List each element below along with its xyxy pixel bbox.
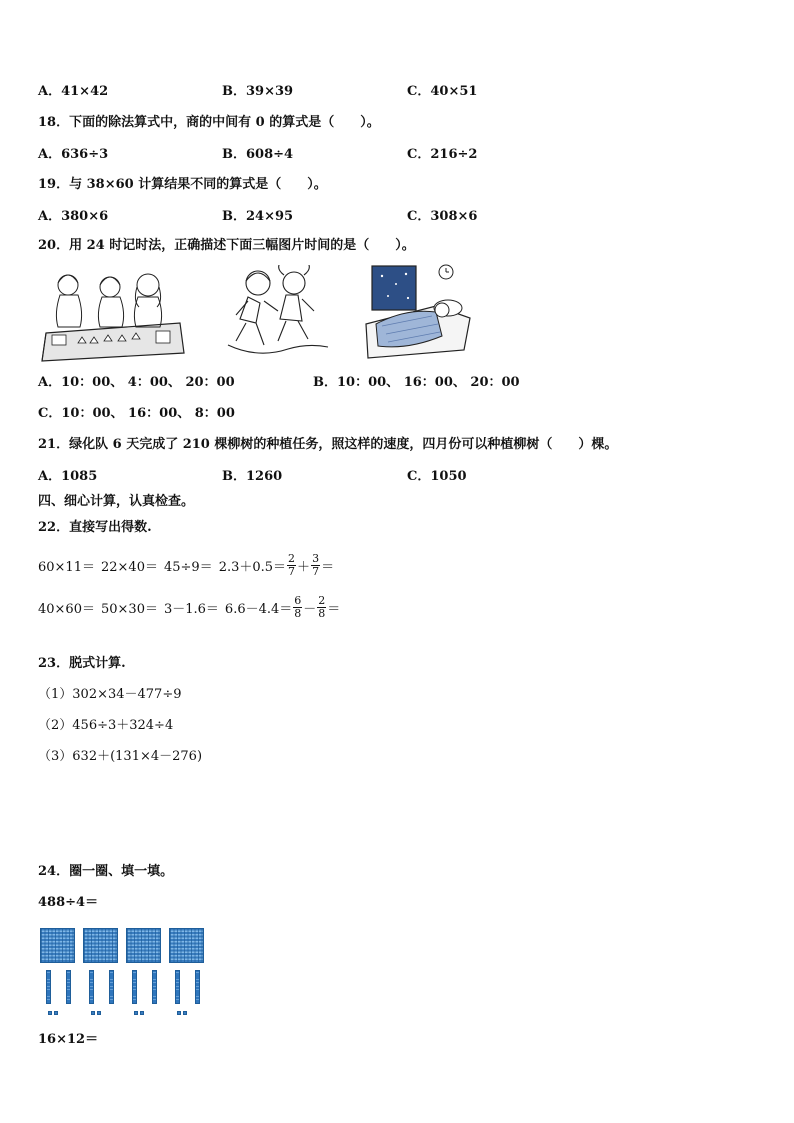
q18-option-a: A．636÷3 xyxy=(38,147,109,162)
fraction: $\frac{2}{8}$ xyxy=(318,593,326,620)
base-ten-blocks xyxy=(40,928,210,1020)
running-picture xyxy=(218,265,336,363)
crafts-picture xyxy=(38,265,188,363)
operator: ＋ xyxy=(297,559,311,575)
equals: ＝ xyxy=(321,559,335,575)
unit-cube xyxy=(97,1011,101,1015)
q20-option-b: B．10：00、 16：00、 20：00 xyxy=(313,375,520,390)
unit-cube xyxy=(54,1011,58,1015)
hundred-block xyxy=(83,928,118,963)
fraction: $\frac{3}{7}$ xyxy=(312,551,320,578)
q19-option-a: A．380×6 xyxy=(38,209,109,224)
q22-expr: 40×60＝ xyxy=(38,601,95,617)
q22-row-1 xyxy=(38,549,334,581)
unit-cube xyxy=(134,1011,138,1015)
ten-rod xyxy=(46,970,51,1004)
ten-rod xyxy=(175,970,180,1004)
q19-option-c: C．308×6 xyxy=(407,209,478,224)
q22-expr: 50×30＝ xyxy=(100,601,158,617)
q20-option-a: A．10：00、 4：00、 20：00 xyxy=(38,375,235,390)
q17-option-c: C．40×51 xyxy=(407,84,478,99)
q22-row-2 xyxy=(38,591,340,623)
unit-cube xyxy=(91,1011,95,1015)
q22-expr: 2.3＋0.5＝ xyxy=(218,559,287,575)
q23-item-3: （3）632＋(131×4－276) xyxy=(38,749,203,764)
q17-option-b: B．39×39 xyxy=(222,84,294,99)
unit-cube xyxy=(140,1011,144,1015)
sleeping-picture xyxy=(362,262,474,366)
q21-stem: 21．绿化队 6 天完成了 210 棵柳树的种植任务，照这样的速度，四月份可以种植柳树（ ）棵。 xyxy=(38,437,618,452)
q22-stem: 22．直接写出得数. xyxy=(38,520,152,535)
q20-stem: 20．用 24 时记时法，正确描述下面三幅图片时间的是（ ）。 xyxy=(38,238,415,253)
fraction: $\frac{6}{8}$ xyxy=(294,593,302,620)
ten-rod xyxy=(152,970,157,1004)
hundred-block xyxy=(169,928,204,963)
ten-rod xyxy=(89,970,94,1004)
equals: ＝ xyxy=(327,601,341,617)
operator: － xyxy=(303,601,317,617)
q23-item-1: （1）302×34－477÷9 xyxy=(38,687,182,702)
q23-item-2: （2）456÷3＋324÷4 xyxy=(38,718,174,733)
q23-stem: 23．脱式计算. xyxy=(38,656,126,671)
q21-option-a: A．1085 xyxy=(38,469,98,484)
q17-option-a: A．41×42 xyxy=(38,84,109,99)
q19-stem: 19．与 38×60 计算结果不同的算式是（ ）。 xyxy=(38,177,327,192)
q18-option-c: C．216÷2 xyxy=(407,147,478,162)
q18-option-b: B．608÷4 xyxy=(222,147,294,162)
ten-rod xyxy=(132,970,137,1004)
q20-option-c: C．10：00、 16：00、 8：00 xyxy=(38,406,235,421)
q21-option-b: B．1260 xyxy=(222,469,283,484)
ten-rod xyxy=(195,970,200,1004)
section-heading: 四、细心计算，认真检查。 xyxy=(38,494,195,509)
q22-expr: 22×40＝ xyxy=(100,559,158,575)
q21-option-c: C．1050 xyxy=(407,469,467,484)
unit-cube xyxy=(48,1011,52,1015)
hundred-block xyxy=(40,928,75,963)
unit-cube xyxy=(177,1011,181,1015)
q22-expr: 60×11＝ xyxy=(38,559,95,575)
q24-equation-1: 488÷4＝ xyxy=(38,895,99,910)
q22-expr: 6.6－4.4＝ xyxy=(224,601,293,617)
ten-rod xyxy=(66,970,71,1004)
ten-rod xyxy=(109,970,114,1004)
q22-expr: 3－1.6＝ xyxy=(163,601,219,617)
q18-stem: 18．下面的除法算式中，商的中间有 0 的算式是（ ）。 xyxy=(38,115,380,130)
q24-equation-2: 16×12＝ xyxy=(38,1032,99,1047)
hundred-block xyxy=(126,928,161,963)
q24-stem: 24．圈一圈、填一填。 xyxy=(38,864,174,879)
q22-expr: 45÷9＝ xyxy=(163,559,213,575)
q19-option-b: B．24×95 xyxy=(222,209,294,224)
fraction: $\frac{2}{7}$ xyxy=(288,551,296,578)
unit-cube xyxy=(183,1011,187,1015)
